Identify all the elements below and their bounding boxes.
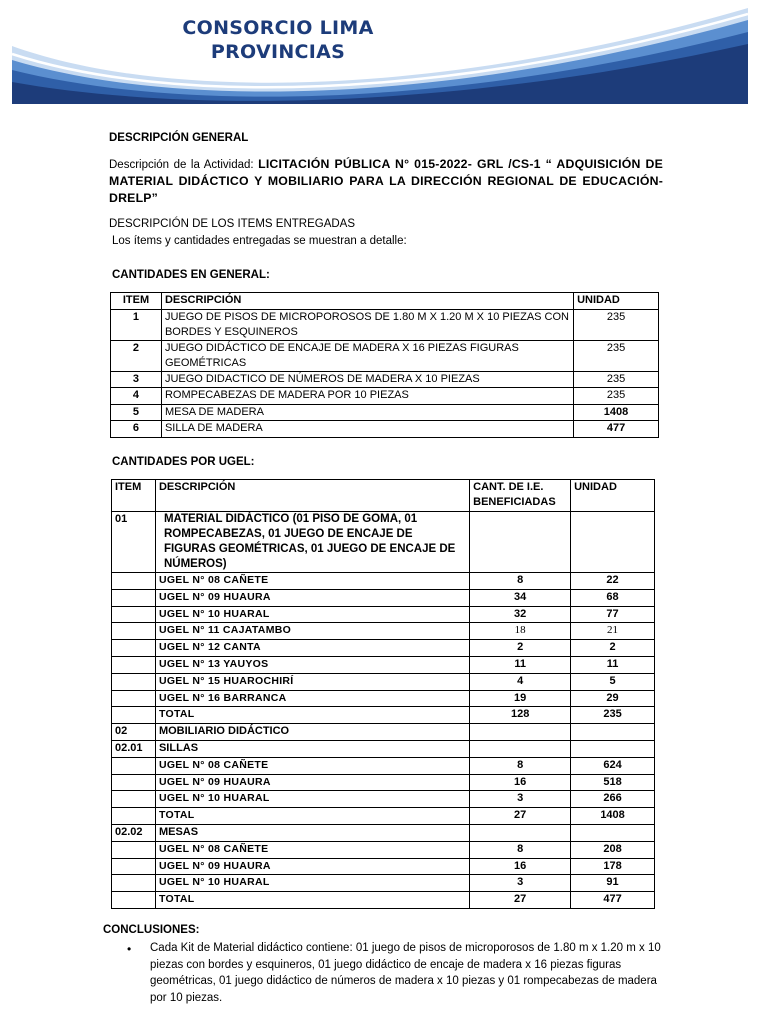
cell-cant: 19 <box>470 690 571 707</box>
items-heading: DESCRIPCIÓN DE LOS ITEMS ENTREGADAS <box>109 218 356 230</box>
cell-item <box>112 573 156 590</box>
cell-item: 01 <box>112 512 156 573</box>
total-row <box>112 892 655 909</box>
cell-cant: 128 <box>470 707 571 724</box>
cell-cant: 27 <box>470 892 571 909</box>
cell-unidad <box>571 512 655 573</box>
table-row <box>112 791 655 808</box>
general-description-heading: DESCRIPCIÓN GENERAL <box>109 132 249 144</box>
table-row <box>111 309 659 340</box>
cell-item <box>112 892 156 909</box>
cell-unidad: 68 <box>571 589 655 606</box>
cell-cant: 8 <box>470 841 571 858</box>
cell-item <box>112 623 156 640</box>
cell-unidad: 178 <box>571 858 655 875</box>
cell-cant <box>470 724 571 741</box>
cell-cant: 3 <box>470 791 571 808</box>
cell-cant: 8 <box>470 757 571 774</box>
cell-unidad: 5 <box>571 673 655 690</box>
activity-value: LICITACIÓN PÚBLICA N° 015-2022- GRL /CS-1 “ ADQUISICIÓN DE MATERIAL DIDÁCTICO Y MOBILIARIO PARA LA DIRECCIÓN REGIONAL DE EDUCACIÓN- DRELP” <box>109 157 664 205</box>
cell-unidad: 477 <box>571 892 655 909</box>
cell-unidad: 29 <box>571 690 655 707</box>
total-row <box>112 707 655 724</box>
table-row <box>112 757 655 774</box>
cell-cant <box>470 512 571 573</box>
cell-description: SILLA DE MADERA <box>161 421 573 438</box>
header-unidad: UNIDAD <box>571 480 655 512</box>
table-row <box>111 371 659 388</box>
cell-unidad: 235 <box>574 340 659 371</box>
cell-description: TOTAL <box>155 707 469 724</box>
cell-unidad: 11 <box>571 656 655 673</box>
cell-description: UGEL N° 10 HUARAL <box>155 791 469 808</box>
activity-label: Descripción de la Actividad: <box>109 159 259 171</box>
cell-unidad: 235 <box>574 388 659 405</box>
cell-description: UGEL N° 08 CAÑETE <box>155 757 469 774</box>
cell-unidad: 477 <box>574 421 659 438</box>
cell-cant: 34 <box>470 589 571 606</box>
table-row <box>112 573 655 590</box>
cell-item: 1 <box>111 309 162 340</box>
cell-cant: 18 <box>470 623 571 640</box>
cell-item <box>112 640 156 657</box>
cell-unidad: 518 <box>571 774 655 791</box>
table-row <box>112 589 655 606</box>
cell-unidad: 235 <box>574 371 659 388</box>
activity-description <box>109 156 663 207</box>
cell-description: JUEGO DIDÁCTICO DE ENCAJE DE MADERA X 16 PIEZAS FIGURAS GEOMÉTRICAS <box>161 340 573 371</box>
cell-description: UGEL N° 08 CAÑETE <box>155 841 469 858</box>
ugel-quantities-table <box>111 479 655 909</box>
cell-description: MOBILIARIO DIDÁCTICO <box>155 724 469 741</box>
group-row-mobiliario <box>112 724 655 741</box>
cell-description: UGEL N° 16 BARRANCA <box>155 690 469 707</box>
cell-unidad: 1408 <box>574 404 659 421</box>
cell-description: TOTAL <box>155 808 469 825</box>
cell-cant: 16 <box>470 858 571 875</box>
table-row <box>112 656 655 673</box>
cell-unidad <box>571 724 655 741</box>
general-quantities-heading: CANTIDADES EN GENERAL: <box>112 269 270 281</box>
cell-item: 6 <box>111 421 162 438</box>
cell-item: 02.01 <box>112 740 156 757</box>
cell-unidad: 266 <box>571 791 655 808</box>
table-row <box>112 673 655 690</box>
cell-unidad <box>571 740 655 757</box>
cell-description: UGEL N° 09 HUAURA <box>155 858 469 875</box>
cell-cant: 27 <box>470 808 571 825</box>
cell-description: SILLAS <box>155 740 469 757</box>
table-row <box>112 841 655 858</box>
table-header-row <box>112 480 655 512</box>
table-row <box>112 875 655 892</box>
company-name-line2: PROVINCIAS <box>210 41 346 63</box>
cell-unidad: 208 <box>571 841 655 858</box>
cell-description: UGEL N° 10 HUARAL <box>155 606 469 623</box>
table-row <box>111 404 659 421</box>
table-row <box>112 623 655 640</box>
cell-cant: 16 <box>470 774 571 791</box>
cell-description: MESAS <box>155 824 469 841</box>
table-row <box>111 340 659 371</box>
header-item: ITEM <box>111 293 162 310</box>
cell-unidad: 235 <box>571 707 655 724</box>
cell-unidad <box>571 824 655 841</box>
total-row <box>112 808 655 825</box>
cell-unidad: 2 <box>571 640 655 657</box>
cell-item <box>112 589 156 606</box>
group-row-material <box>112 512 655 573</box>
header-description: DESCRIPCIÓN <box>161 293 573 310</box>
cell-cant: 11 <box>470 656 571 673</box>
cell-description: ROMPECABEZAS DE MADERA POR 10 PIEZAS <box>161 388 573 405</box>
cell-item <box>112 791 156 808</box>
cell-description: JUEGO DE PISOS DE MICROPOROSOS DE 1.80 M X 1.20 M X 10 PIEZAS CON BORDES Y ESQUINEROS <box>161 309 573 340</box>
cell-item <box>112 757 156 774</box>
cell-cant <box>470 824 571 841</box>
cell-cant: 4 <box>470 673 571 690</box>
cell-unidad: 235 <box>574 309 659 340</box>
cell-unidad: 1408 <box>571 808 655 825</box>
table-row <box>112 858 655 875</box>
cell-item: 02.02 <box>112 824 156 841</box>
header-item: ITEM <box>112 480 156 512</box>
cell-item <box>112 858 156 875</box>
header-cant-ie: CANT. DE I.E. BENEFICIADAS <box>470 480 571 512</box>
company-name-line1: CONSORCIO LIMA <box>182 17 374 39</box>
cell-item <box>112 774 156 791</box>
table-row <box>112 640 655 657</box>
table-row <box>111 388 659 405</box>
company-name <box>142 16 414 64</box>
cell-description: UGEL N° 09 HUAURA <box>155 589 469 606</box>
conclusions-heading: CONCLUSIONES: <box>103 924 200 936</box>
cell-cant: 2 <box>470 640 571 657</box>
cell-item <box>112 841 156 858</box>
subgroup-row-sillas <box>112 740 655 757</box>
header-description: DESCRIPCIÓN <box>155 480 469 512</box>
subgroup-row-mesas <box>112 824 655 841</box>
cell-item <box>112 606 156 623</box>
cell-description: UGEL N° 15 HUAROCHIRÍ <box>155 673 469 690</box>
table-header-row <box>111 293 659 310</box>
cell-unidad: 21 <box>571 623 655 640</box>
ugel-quantities-heading: CANTIDADES POR UGEL: <box>112 456 255 468</box>
cell-item <box>112 673 156 690</box>
cell-description: UGEL N° 10 HUARAL <box>155 875 469 892</box>
cell-item: 4 <box>111 388 162 405</box>
header-unidad: UNIDAD <box>574 293 659 310</box>
cell-item: 02 <box>112 724 156 741</box>
cell-unidad: 77 <box>571 606 655 623</box>
bullet-icon: • <box>127 942 132 956</box>
cell-item: 5 <box>111 404 162 421</box>
cell-description: JUEGO DIDACTICO DE NÚMEROS DE MADERA X 10 PIEZAS <box>161 371 573 388</box>
cell-cant: 32 <box>470 606 571 623</box>
cell-description: UGEL N° 11 CAJATAMBO <box>155 623 469 640</box>
cell-item: 3 <box>111 371 162 388</box>
cell-description: UGEL N° 09 HUAURA <box>155 774 469 791</box>
cell-description: MESA DE MADERA <box>161 404 573 421</box>
cell-description: MATERIAL DIDÁCTICO (01 PISO DE GOMA, 01 ROMPECABEZAS, 01 JUEGO DE ENCAJE DE FIGURAS GEOMÉTRICAS, 01 JUEGO DE ENCAJE DE NÚMEROS) <box>155 512 469 573</box>
cell-unidad: 624 <box>571 757 655 774</box>
cell-cant: 3 <box>470 875 571 892</box>
conclusion-text: Cada Kit de Material didáctico contiene: 01 juego de pisos de microporosos de 1.80 m x 1.20 m x 10 piezas con bordes y esquineros, 01 juego didáctico de encaje de madera x 16 piezas figuras geométricas, 01 juego didáctico de números de madera x 10 piezas y 01 rompecabezas de madera por 10 piezas. <box>150 942 661 1004</box>
cell-item: 2 <box>111 340 162 371</box>
items-intro: Los ítems y cantidades entregadas se muestran a detalle: <box>112 235 407 247</box>
table-row <box>112 690 655 707</box>
cell-item <box>112 656 156 673</box>
cell-item <box>112 808 156 825</box>
cell-description: UGEL N° 13 YAUYOS <box>155 656 469 673</box>
cell-cant <box>470 740 571 757</box>
table-row <box>111 421 659 438</box>
cell-unidad: 91 <box>571 875 655 892</box>
table-row <box>112 606 655 623</box>
cell-cant: 8 <box>470 573 571 590</box>
cell-item <box>112 707 156 724</box>
cell-description: UGEL N° 12 CANTA <box>155 640 469 657</box>
cell-description: UGEL N° 08 CAÑETE <box>155 573 469 590</box>
cell-description: TOTAL <box>155 892 469 909</box>
table-row <box>112 774 655 791</box>
general-quantities-table <box>110 292 659 438</box>
header-banner <box>12 8 748 104</box>
cell-unidad: 22 <box>571 573 655 590</box>
cell-item <box>112 875 156 892</box>
cell-item <box>112 690 156 707</box>
